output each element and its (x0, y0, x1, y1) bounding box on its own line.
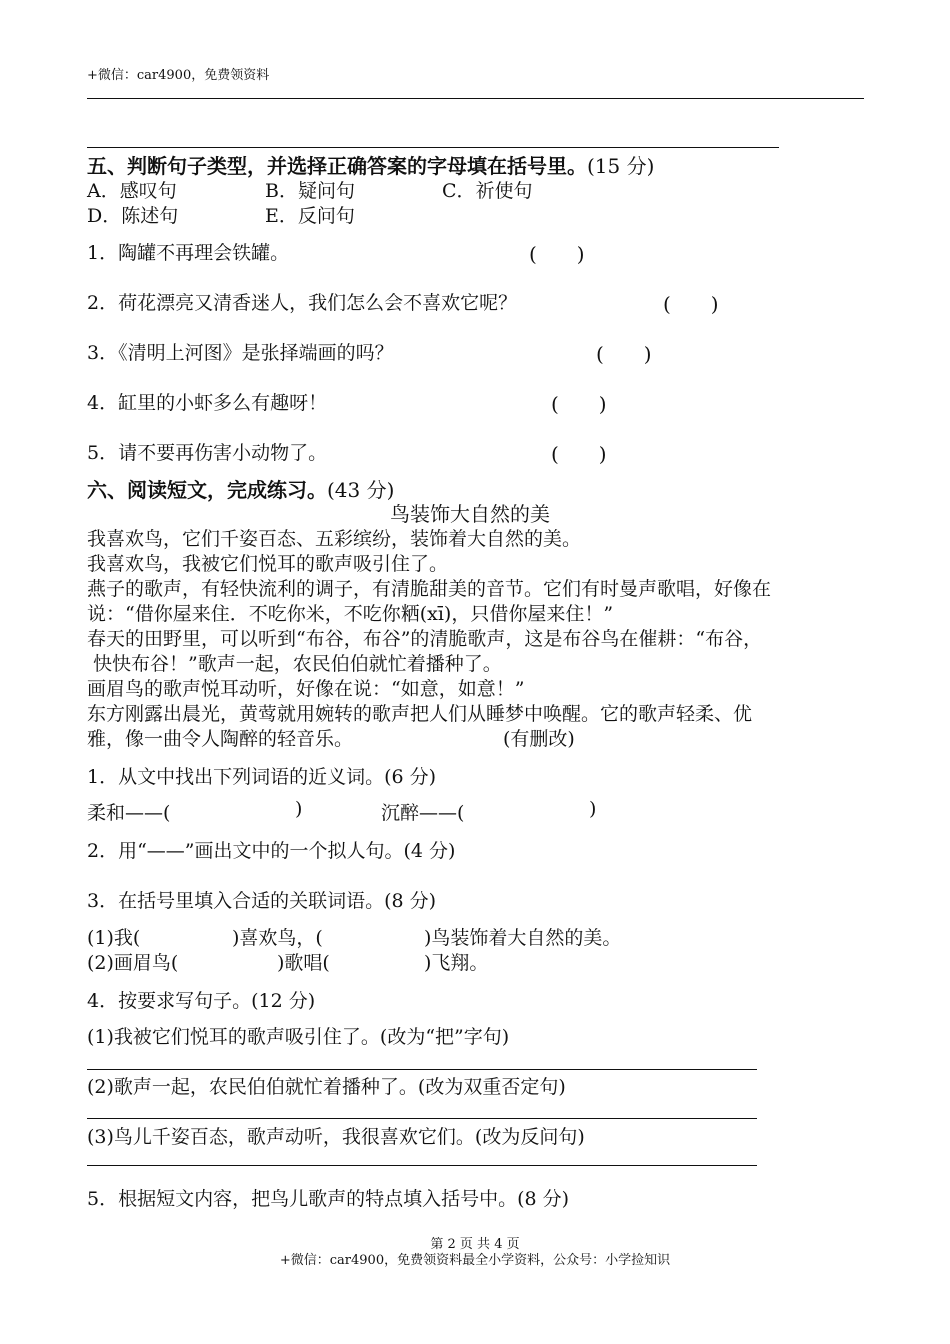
s5-answer-blank-4[interactable]: ( ) (551, 392, 607, 416)
footer-note: +微信：car4900，免费领资料最全小学资料，公众号：小学捡知识 (279, 1253, 671, 1268)
page-number: 第 2 页 共 4 页 (430, 1237, 520, 1252)
conjunction-blank-3[interactable] (190, 948, 275, 972)
section5-heading (87, 150, 654, 179)
passage-line-4: 说：“借你屋来住．不吃你米，不吃你粞(xī)，只借你屋来住！” (87, 603, 614, 625)
s6-question-2: 2．用“——”画出文中的一个拟人句。(4 分) (87, 840, 456, 862)
section6-heading (87, 474, 394, 503)
conjunction-blank-1[interactable] (143, 923, 228, 947)
s5-question-3: 3．《清明上河图》是张择端画的吗？ (87, 342, 394, 364)
passage-line-7: 画眉鸟的歌声悦耳动听，好像在说：“如意，如意！” (87, 678, 525, 700)
conjunction-line-1c: )鸟装饰着大自然的美。 (424, 927, 622, 949)
s5-question-5: 5．请不要再伤害小动物了。 (87, 442, 328, 464)
s5-answer-blank-3[interactable]: ( ) (596, 342, 652, 366)
conjunction-line-2c: )飞翔。 (424, 952, 489, 974)
passage-line-9: 雅，像一曲令人陶醉的轻音乐。 (87, 728, 354, 750)
conjunction-blank-4[interactable] (340, 948, 420, 972)
conjunction-line-2b: )歌唱( (277, 952, 330, 974)
conjunction-line-1b: )喜欢鸟，( (232, 927, 323, 949)
synonym-close-2: ) (589, 798, 597, 820)
s5-question-2: 2．荷花漂亮又清香迷人，我们怎么会不喜欢它呢？ (87, 292, 518, 314)
conjunction-line-2a: (2)画眉鸟( (87, 952, 179, 974)
section6-score: (43 分) (327, 478, 395, 502)
header-divider (87, 98, 864, 99)
synonym-close-1: ) (295, 798, 303, 820)
option-c: C．祈使句 (442, 180, 533, 202)
rewrite-item-3: (3)鸟儿千姿百态，歌声动听，我很喜欢它们。(改为反问句) (87, 1126, 585, 1148)
passage-line-2: 我喜欢鸟，我被它们悦耳的歌声吸引住了。 (87, 553, 449, 575)
synonym-prompt-1: 柔和——( (87, 802, 171, 824)
s5-question-1: 1．陶罐不再理会铁罐。 (87, 242, 290, 264)
conjunction-blank-2[interactable] (340, 923, 420, 947)
option-b: B．疑问句 (265, 180, 355, 202)
rewrite-answer-line-3[interactable] (87, 1165, 757, 1166)
passage-title: 鸟装饰大自然的美 (390, 502, 550, 526)
s5-answer-blank-5[interactable]: ( ) (551, 442, 607, 466)
rewrite-item-2: (2)歌声一起，农民伯伯就忙着播种了。(改为双重否定句) (87, 1076, 566, 1098)
synonym-blank-2[interactable] (480, 798, 585, 822)
s5-answer-blank-1[interactable]: ( ) (529, 242, 585, 266)
s6-question-3: 3．在括号里填入合适的关联词语。(8 分) (87, 890, 437, 912)
s5-question-4: 4．缸里的小虾多么有趣呀！ (87, 392, 328, 414)
conjunction-line-1a: (1)我( (87, 927, 141, 949)
passage-line-1: 我喜欢鸟，它们千姿百态、五彩缤纷，装饰着大自然的美。 (87, 528, 582, 550)
rewrite-answer-line-1[interactable] (87, 1069, 757, 1070)
option-e: E．反问句 (265, 205, 355, 227)
passage-line-8: 东方刚露出晨光，黄莺就用婉转的歌声把人们从睡梦中唤醒。它的歌声轻柔、优 (87, 703, 753, 725)
rewrite-answer-line-2[interactable] (87, 1118, 757, 1119)
s6-question-5: 5．根据短文内容，把鸟儿歌声的特点填入括号中。(8 分) (87, 1188, 570, 1210)
section5-title: 五、判断句子类型，并选择正确答案的字母填在括号里。 (87, 154, 587, 178)
rewrite-item-1: (1)我被它们悦耳的歌声吸引住了。(改为“把”字句) (87, 1026, 510, 1048)
s6-question-4: 4．按要求写句子。(12 分) (87, 990, 316, 1012)
header-note: +微信：car4900，免费领资料 (87, 68, 270, 83)
section-divider (87, 147, 779, 148)
s5-answer-blank-2[interactable]: ( ) (663, 292, 719, 316)
section6-title: 六、阅读短文，完成练习。 (87, 478, 327, 502)
passage-line-5: 春天的田野里，可以听到“布谷，布谷”的清脆歌声，这是布谷鸟在催耕：“布谷， (87, 628, 763, 650)
section5-score: (15 分) (587, 154, 655, 178)
passage-line-6: 快快布谷！”歌声一起，农民伯伯就忙着播种了。 (87, 653, 502, 675)
option-d: D．陈述句 (87, 205, 179, 227)
passage-line-3: 燕子的歌声，有轻快流利的调子，有清脆甜美的音节。它们有时曼声歌唱，好像在 (87, 578, 772, 600)
synonym-prompt-2: 沉醉——( (381, 802, 465, 824)
option-a: A．感叹句 (87, 180, 177, 202)
s6-question-1: 1．从文中找出下列词语的近义词。(6 分) (87, 766, 437, 788)
passage-source: (有删改) (503, 728, 575, 750)
synonym-blank-1[interactable] (200, 798, 290, 822)
